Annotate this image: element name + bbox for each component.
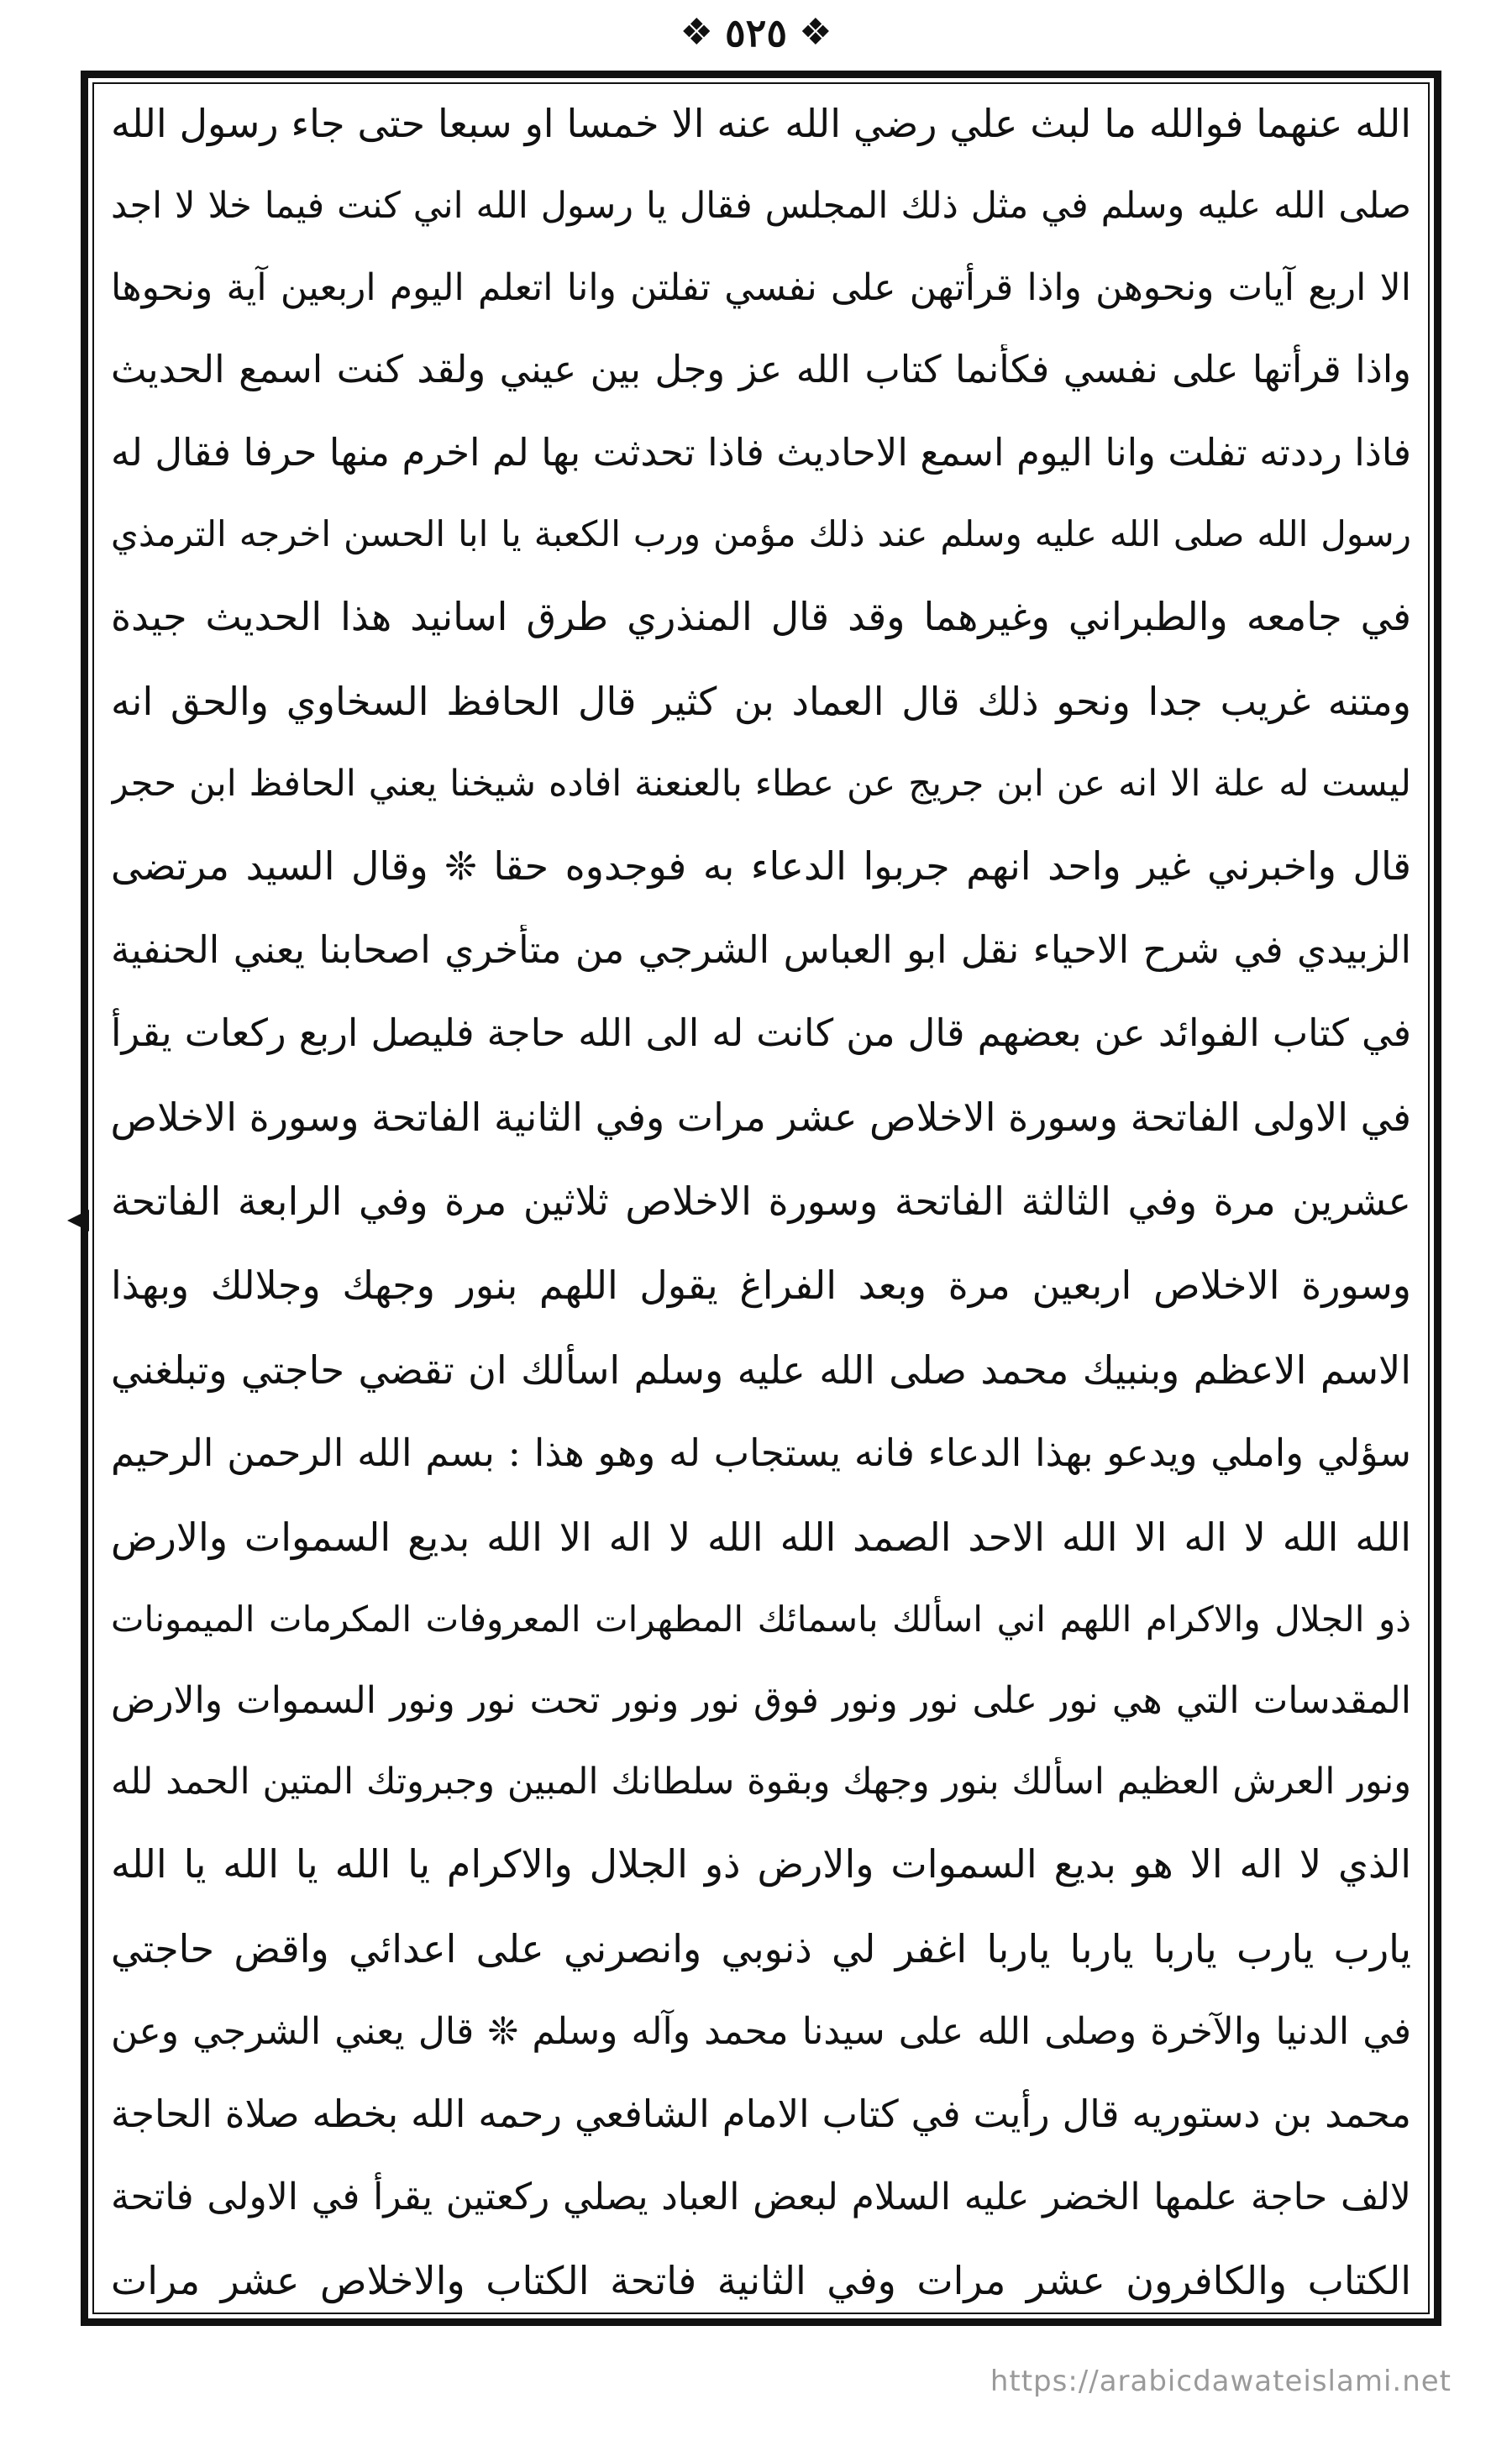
text-line: واذا قرأتها على نفسي فكأنما كتاب الله عز وجل بين عيني ولقد كنت اسمع الحديث <box>111 347 1411 392</box>
page-header <box>0 3 1512 62</box>
text-line: رسول الله صلى الله عليه وسلم عند ذلك مؤمن ورب الكعبة يا ابا الحسن اخرجه الترمذي <box>111 513 1411 555</box>
text-line: سؤلي واملي ويدعو بهذا الدعاء فانه يستجاب له وهو هذا : بسم الله الرحمن الرحيم <box>111 1431 1411 1476</box>
text-line: لالف حاجة علمها الخضر عليه السلام لبعض العباد يصلي ركعتين يقرأ في الاولى فاتحة <box>111 2175 1411 2218</box>
text-line: قال واخبرني غير واحد انهم جربوا الدعاء به فوجدوه حقا ❊ وقال السيد مرتضى <box>111 843 1411 890</box>
text-line: صلى الله عليه وسلم في مثل ذلك المجلس فقال يا رسول الله اني كنت فيما خلا لا اجد <box>111 185 1411 228</box>
text-line: ومتنه غريب جدا ونحو ذلك قال العماد بن كثير قال الحافظ السخاوي والحق انه <box>111 678 1411 724</box>
text-line: وسورة الاخلاص اربعين مرة وبعد الفراغ يقول اللهم بنور وجهك وجلالك وبهذا <box>111 1263 1411 1309</box>
text-line: يارب يارب ياربا ياربا ياربا اغفر لي ذنوبي وانصرني على اعدائي واقض حاجتي <box>111 1925 1411 1971</box>
text-line: الذي لا اله الا هو بديع السموات والارض ذو الجلال والاكرام يا الله يا الله يا الله <box>111 1841 1411 1887</box>
text-line: فاذا رددته تفلت وانا اليوم اسمع الاحاديث فاذا تحدثت بها لم اخرم منها حرفا فقال له <box>111 430 1411 475</box>
text-line: الله الله لا اله الا الله الاحد الصمد الله الله لا اله الا الله بديع السموات والارض <box>111 1515 1411 1561</box>
text-line: في الاولى الفاتحة وسورة الاخلاص عشر مرات وفي الثانية الفاتحة وسورة الاخلاص <box>111 1094 1411 1140</box>
text-line: في الدنيا والآخرة وصلى الله على سيدنا محمد وآله وسلم ❊ قال يعني الشرجي وعن <box>111 2010 1411 2054</box>
text-line: المقدسات التي هي نور على نور ونور فوق نور ونور تحت نور ونور السموات والارض <box>111 1678 1411 1722</box>
page-number: ٥٢٥ <box>724 10 788 55</box>
text-line: الاسم الاعظم وبنبيك محمد صلى الله عليه وسلم اسألك ان تقضي حاجتي وتبلغني <box>111 1347 1411 1393</box>
text-line: محمد بن دستوريه قال رأيت في كتاب الامام الشافعي رحمه الله بخطه صلاة الحاجة <box>111 2091 1411 2136</box>
text-line: عشرين مرة وفي الثالثة الفاتحة وسورة الاخلاص ثلاثين مرة وفي الرابعة الفاتحة <box>111 1179 1411 1225</box>
text-line: ذو الجلال والاكرام اللهم اني اسألك باسمائك المطهرات المعروفات المكرمات الميمونات <box>111 1598 1411 1640</box>
text-line: الزبيدي في شرح الاحياء نقل ابو العباس الشرجي من متأخري اصحابنا يعني الحنفية <box>111 927 1411 972</box>
text-body <box>111 97 1411 2307</box>
text-line: الكتاب والكافرون عشر مرات وفي الثانية فاتحة الكتاب والاخلاص عشر مرات <box>111 2257 1411 2303</box>
text-line: الا اربع آيات ونحوهن واذا قرأتهن على نفسي تفلتن وانا اتعلم اليوم اربعين آية ونحوها <box>111 265 1411 309</box>
ornament-right-icon: ❖ <box>799 11 832 54</box>
text-line: ونور العرش العظيم اسألك بنور وجهك وبقوة سلطانك المبين وجبروتك المتين الحمد لله <box>111 1761 1411 1803</box>
ornament-left-icon: ❖ <box>680 11 713 54</box>
text-line: في كتاب الفوائد عن بعضهم قال من كانت له الى الله حاجة فليصل اربع ركعات يقرأ <box>111 1010 1411 1055</box>
text-line: في جامعه والطبراني وغيرهما وقد قال المنذري طرق اسانيد هذا الحديث جيدة <box>111 594 1411 640</box>
side-marker-icon <box>67 1210 89 1231</box>
text-line: الله عنهما فوالله ما لبث علي رضي الله عنه الا خمسا او سبعا حتى جاء رسول الله <box>111 101 1411 146</box>
text-line: ليست له علة الا انه عن ابن جريج عن عطاء بالعنعنة افاده شيخنا يعني الحافظ ابن حجر <box>111 763 1411 806</box>
watermark: https://arabicdawateislami.net <box>990 2365 1452 2398</box>
